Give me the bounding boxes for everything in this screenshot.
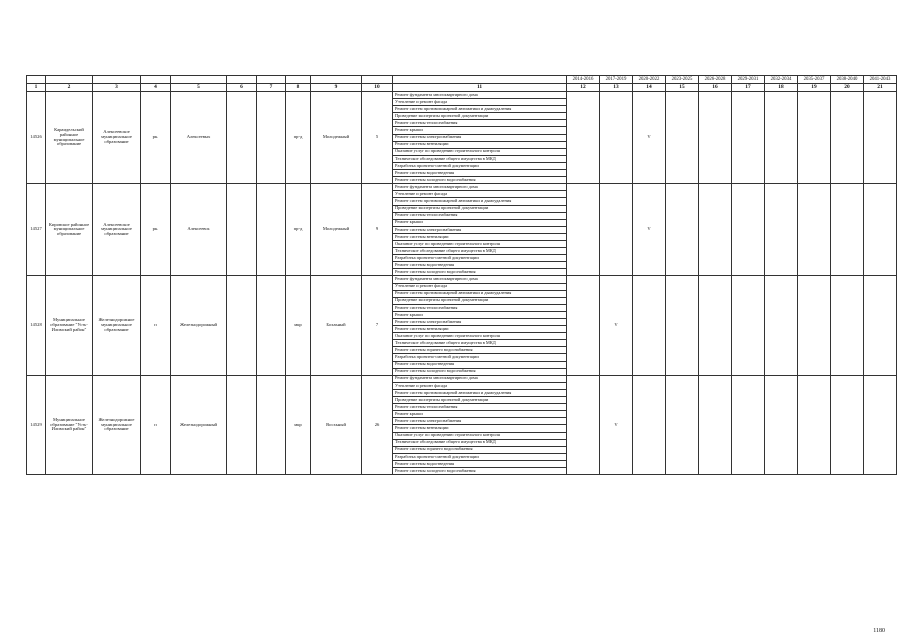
column-number: 14 xyxy=(633,84,666,92)
period-header: 2029-2031 xyxy=(732,76,765,84)
settlement-name: Алексеевское муниципальное образование xyxy=(93,92,141,184)
street-type: мкр xyxy=(286,375,311,474)
locality-type: рк. xyxy=(141,184,171,276)
period-cell xyxy=(798,276,831,375)
house-number: 5 xyxy=(362,92,393,184)
work-type: Ремонт системы водоотведения xyxy=(393,460,567,467)
work-type: Ремонт систем противопожарной автоматики и дымоудаления xyxy=(393,389,567,396)
work-type: Ремонт системы водоотведения xyxy=(393,262,567,269)
work-type: Проведение экспертизы проектной документации xyxy=(393,205,567,212)
period-cell xyxy=(798,375,831,474)
empty-cell xyxy=(227,276,257,375)
column-number: 6 xyxy=(227,84,257,92)
period-cell xyxy=(798,92,831,184)
empty-cell xyxy=(257,276,286,375)
work-type: Ремонт системы вентиляции xyxy=(393,326,567,333)
column-number: 11 xyxy=(393,84,567,92)
empty-cell xyxy=(227,184,257,276)
work-type: Ремонт системы теплоснабжения xyxy=(393,404,567,411)
locality-type: п xyxy=(141,276,171,375)
page-number: 1180 xyxy=(873,628,885,634)
blank-header-cell xyxy=(141,76,171,84)
period-cell xyxy=(765,92,798,184)
work-type: Ремонт системы горячего водоснабжения xyxy=(393,347,567,354)
period-cell xyxy=(567,184,600,276)
period-cell xyxy=(633,276,666,375)
period-cell xyxy=(765,375,798,474)
work-type: Оказание услуг по проведению строительного контроля xyxy=(393,240,567,247)
work-type: Ремонт фундамента многоквартирного дома xyxy=(393,92,567,99)
work-type: Ремонт системы электроснабжения xyxy=(393,319,567,326)
work-type: Ремонт системы электроснабжения xyxy=(393,134,567,141)
record-id: 14528 xyxy=(27,276,46,375)
empty-cell xyxy=(257,92,286,184)
empty-cell xyxy=(257,375,286,474)
record-id: 14526 xyxy=(27,92,46,184)
street-name: Молодежный xyxy=(311,184,362,276)
work-type: Утепление и ремонт фасада xyxy=(393,191,567,198)
locality-type: рк. xyxy=(141,92,171,184)
blank-header-cell xyxy=(27,76,46,84)
work-type: Ремонт системы теплоснабжения xyxy=(393,304,567,311)
column-number: 21 xyxy=(864,84,897,92)
period-cell xyxy=(666,375,699,474)
work-type: Ремонт фундамента многоквартирного дома xyxy=(393,375,567,382)
settlement-name: Алексеевское муниципальное образование xyxy=(93,184,141,276)
column-number: 13 xyxy=(600,84,633,92)
period-mark: V xyxy=(600,375,633,474)
empty-cell xyxy=(227,375,257,474)
blank-header-cell xyxy=(46,76,93,84)
street-name: Восхьный xyxy=(311,375,362,474)
column-number: 8 xyxy=(286,84,311,92)
period-header: 2035-2037 xyxy=(798,76,831,84)
work-type: Проведение экспертизы проектной документации xyxy=(393,397,567,404)
column-number: 7 xyxy=(257,84,286,92)
period-cell xyxy=(765,184,798,276)
street-type: пр-д xyxy=(286,92,311,184)
work-type: Ремонт системы водоотведения xyxy=(393,170,567,177)
period-cell xyxy=(864,375,897,474)
period-cell xyxy=(732,375,765,474)
period-cell xyxy=(765,276,798,375)
work-type: Ремонт системы вентиляции xyxy=(393,141,567,148)
locality-name: Железнодорожный xyxy=(171,375,227,474)
work-type: Ремонт системы водоотведения xyxy=(393,361,567,368)
work-type: Ремонт системы холодного водоснабжения xyxy=(393,467,567,474)
column-number: 4 xyxy=(141,84,171,92)
period-cell xyxy=(666,92,699,184)
work-type: Ремонт систем противопожарной автоматики и дымоудаления xyxy=(393,198,567,205)
district-name: Муниципальное образование "Усть-Илимский район" xyxy=(46,375,93,474)
work-type: Ремонт крыши xyxy=(393,219,567,226)
column-number-row xyxy=(27,84,897,92)
period-cell xyxy=(831,276,864,375)
column-number: 10 xyxy=(362,84,393,92)
house-number: 7 xyxy=(362,276,393,375)
period-cell xyxy=(600,92,633,184)
period-cell xyxy=(699,184,732,276)
work-type: Ремонт крыши xyxy=(393,127,567,134)
period-cell xyxy=(732,92,765,184)
column-number: 5 xyxy=(171,84,227,92)
column-number: 12 xyxy=(567,84,600,92)
blank-header-cell xyxy=(171,76,227,84)
work-type: Ремонт фундамента многоквартирного дома xyxy=(393,276,567,283)
period-cell xyxy=(666,184,699,276)
settlement-name: Железнодорожное муниципальное образование xyxy=(93,375,141,474)
work-type: Ремонт фундамента многоквартирного дома xyxy=(393,184,567,191)
work-type: Утепление и ремонт фасада xyxy=(393,382,567,389)
column-number: 2 xyxy=(46,84,93,92)
work-type: Ремонт системы электроснабжения xyxy=(393,226,567,233)
settlement-name: Железнодорожное муниципальное образование xyxy=(93,276,141,375)
column-number: 16 xyxy=(699,84,732,92)
table-row xyxy=(27,184,897,191)
work-type: Разработка проектно-сметной документации xyxy=(393,453,567,460)
locality-name: Алексеевых xyxy=(171,92,227,184)
blank-header-cell xyxy=(311,76,362,84)
work-type: Ремонт системы холодного водоснабжения xyxy=(393,368,567,375)
table-row xyxy=(27,375,897,382)
period-header: 2017-2019 xyxy=(600,76,633,84)
work-type: Ремонт крыши xyxy=(393,411,567,418)
work-type: Ремонт системы холодного водоснабжения xyxy=(393,177,567,184)
record-id: 14529 xyxy=(27,375,46,474)
work-type: Ремонт систем противопожарной автоматики и дымоудаления xyxy=(393,290,567,297)
period-mark: V xyxy=(633,92,666,184)
locality-name: Алексеевск xyxy=(171,184,227,276)
work-type: Оказание услуг по проведению строительного контроля xyxy=(393,148,567,155)
work-type: Техническое обследование общего имущества в МКД xyxy=(393,248,567,255)
period-cell xyxy=(864,92,897,184)
period-cell xyxy=(699,375,732,474)
locality-type: п xyxy=(141,375,171,474)
blank-header-cell xyxy=(286,76,311,84)
work-type: Разработка проектно-сметной документации xyxy=(393,354,567,361)
period-cell xyxy=(831,92,864,184)
column-number: 19 xyxy=(798,84,831,92)
column-number: 18 xyxy=(765,84,798,92)
work-type: Оказание услуг по проведению строительного контроля xyxy=(393,333,567,340)
work-type: Ремонт системы теплоснабжения xyxy=(393,212,567,219)
period-cell xyxy=(699,92,732,184)
column-number: 15 xyxy=(666,84,699,92)
work-type: Ремонт системы холодного водоснабжения xyxy=(393,269,567,276)
house-number: 26 xyxy=(362,375,393,474)
blank-header-cell xyxy=(362,76,393,84)
capital-repair-table xyxy=(26,75,897,475)
street-type: мкр xyxy=(286,276,311,375)
column-number: 20 xyxy=(831,84,864,92)
work-type: Техническое обследование общего имущества в МКД xyxy=(393,340,567,347)
work-type: Разработка проектно-сметной документации xyxy=(393,255,567,262)
period-header: 2023-2025 xyxy=(666,76,699,84)
work-type: Ремонт системы электроснабжения xyxy=(393,418,567,425)
period-cell xyxy=(831,375,864,474)
table-row xyxy=(27,276,897,283)
record-id: 14527 xyxy=(27,184,46,276)
work-type: Ремонт систем противопожарной автоматики и дымоудаления xyxy=(393,106,567,113)
locality-name: Железнодорожный xyxy=(171,276,227,375)
work-type: Техническое обследование общего имущества в МКД xyxy=(393,155,567,162)
period-header: 2038-2040 xyxy=(831,76,864,84)
period-cell xyxy=(864,184,897,276)
district-name: Караидельский районное муниципальное образование xyxy=(46,92,93,184)
period-header: 2014-2016 xyxy=(567,76,600,84)
blank-header-cell xyxy=(227,76,257,84)
work-type: Утепление и ремонт фасада xyxy=(393,283,567,290)
work-type: Ремонт системы вентиляции xyxy=(393,233,567,240)
blank-header-cell xyxy=(393,76,567,84)
period-cell xyxy=(633,375,666,474)
period-cell xyxy=(831,184,864,276)
work-type: Разработка проектно-сметной документации xyxy=(393,162,567,169)
period-header: 2032-2034 xyxy=(765,76,798,84)
period-cell xyxy=(567,276,600,375)
period-cell xyxy=(864,276,897,375)
table-row xyxy=(27,92,897,99)
street-type: пр-д xyxy=(286,184,311,276)
work-type: Ремонт системы теплоснабжения xyxy=(393,120,567,127)
work-type: Ремонт крыши xyxy=(393,311,567,318)
work-type: Ремонт системы горячего водоснабжения xyxy=(393,446,567,453)
empty-cell xyxy=(227,92,257,184)
blank-header-cell xyxy=(93,76,141,84)
period-cell xyxy=(732,276,765,375)
period-mark: V xyxy=(600,276,633,375)
period-cell xyxy=(798,184,831,276)
blank-header-cell xyxy=(257,76,286,84)
period-header-row xyxy=(27,76,897,84)
work-type: Оказание услуг по проведению строительного контроля xyxy=(393,432,567,439)
period-cell xyxy=(699,276,732,375)
work-type: Ремонт системы вентиляции xyxy=(393,425,567,432)
period-cell xyxy=(600,184,633,276)
period-header: 2041-2043 xyxy=(864,76,897,84)
column-number: 3 xyxy=(93,84,141,92)
period-header: 2026-2028 xyxy=(699,76,732,84)
work-type: Проведение экспертизы проектной документации xyxy=(393,297,567,304)
column-number: 9 xyxy=(311,84,362,92)
work-type: Утепление и ремонт фасада xyxy=(393,99,567,106)
period-cell xyxy=(567,92,600,184)
period-cell xyxy=(732,184,765,276)
empty-cell xyxy=(257,184,286,276)
period-header: 2020-2022 xyxy=(633,76,666,84)
street-name: Молодежный xyxy=(311,92,362,184)
district-name: Муниципальное образование "Усть-Илимский район" xyxy=(46,276,93,375)
period-cell xyxy=(567,375,600,474)
work-type: Проведение экспертизы проектной документации xyxy=(393,113,567,120)
house-number: 9 xyxy=(362,184,393,276)
street-name: Бохаьный xyxy=(311,276,362,375)
column-number: 17 xyxy=(732,84,765,92)
period-mark: V xyxy=(633,184,666,276)
work-type: Техническое обследование общего имущества в МКД xyxy=(393,439,567,446)
district-name: Кировское районное муниципальное образование xyxy=(46,184,93,276)
period-cell xyxy=(666,276,699,375)
column-number: 1 xyxy=(27,84,46,92)
